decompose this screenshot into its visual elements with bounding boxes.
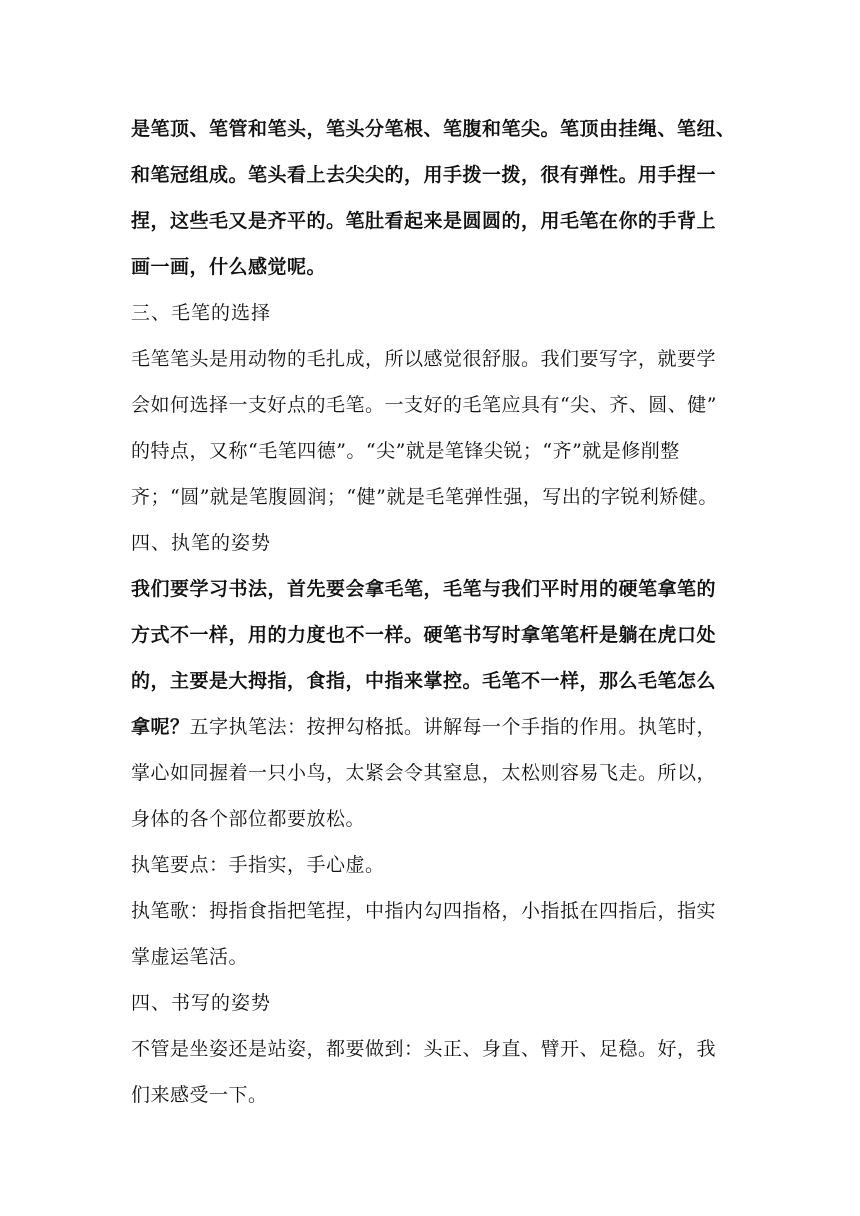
section-heading-holding-posture: 四、执笔的姿势: [131, 532, 272, 554]
key-points-line: 执笔要点：手指实，手心虚。: [131, 854, 385, 876]
document-body: [131, 106, 737, 1118]
paragraph-brush-choice: [131, 336, 737, 520]
text-line: 齐；“圆”就是笔腹圆润；“健”就是毛笔弹性强，写出的字锐利矫健。: [131, 486, 718, 508]
paragraph-brush-structure: [131, 106, 737, 290]
text-line-mixed: [131, 704, 737, 750]
text-line: 是笔顶、笔管和笔头，笔头分笔根、笔腹和笔尖。笔顶由挂绳、笔纽、: [131, 118, 736, 140]
text-line: 不管是坐姿还是站姿，都要做到：头正、身直、臂开、足稳。好，我: [131, 1038, 717, 1060]
text-line: 方式不一样，用的力度也不一样。硬笔书写时拿笔笔杆是躺在虎口处: [131, 624, 717, 646]
text-bold-fragment: 拿呢？: [131, 716, 190, 738]
text-line: 会如何选择一支好点的毛笔。一支好的毛笔应具有“尖、齐、圆、健”: [131, 394, 717, 416]
text-line: 掌心如同握着一只小鸟，太紧会令其窒息，太松则容易飞走。所以，: [131, 762, 717, 784]
text-line: 掌虚运笔活。: [131, 946, 249, 968]
text-line: 和笔冠组成。笔头看上去尖尖的，用手拨一拨，很有弹性。用手捏一: [131, 164, 717, 186]
section-heading-choose-brush: 三、毛笔的选择: [131, 302, 272, 324]
text-line: 执笔歌：拇指食指把笔捏，中指内勾四指格，小指抵在四指后，指实: [131, 900, 717, 922]
text-fragment: 五字执笔法：按押勾格抵。讲解每一个手指的作用。执笔时，: [189, 716, 717, 738]
text-line: 我们要学习书法，首先要会拿毛笔，毛笔与我们平时用的硬笔拿笔的: [131, 578, 717, 600]
paragraph-writing-posture: [131, 1026, 737, 1118]
text-line: 毛笔笔头是用动物的毛扎成，所以感觉很舒服。我们要写字，就要学: [131, 348, 717, 370]
paragraph-holding-brush: [131, 566, 737, 842]
text-line: 画一画，什么感觉呢。: [131, 256, 327, 278]
text-line: 的，主要是大拇指，食指，中指来掌控。毛笔不一样，那么毛笔怎么: [131, 670, 717, 692]
paragraph-holding-song: [131, 888, 737, 980]
text-line: 的特点，又称“毛笔四德”。“尖”就是笔锋尖锐；“齐”就是修削整: [131, 440, 680, 462]
text-line: 身体的各个部位都要放松。: [131, 808, 366, 830]
section-heading-writing-posture: 四、书写的姿势: [131, 992, 272, 1014]
text-line: 捏，这些毛又是齐平的。笔肚看起来是圆圆的，用毛笔在你的手背上: [131, 210, 717, 232]
text-line: 们来感受一下。: [131, 1084, 268, 1106]
